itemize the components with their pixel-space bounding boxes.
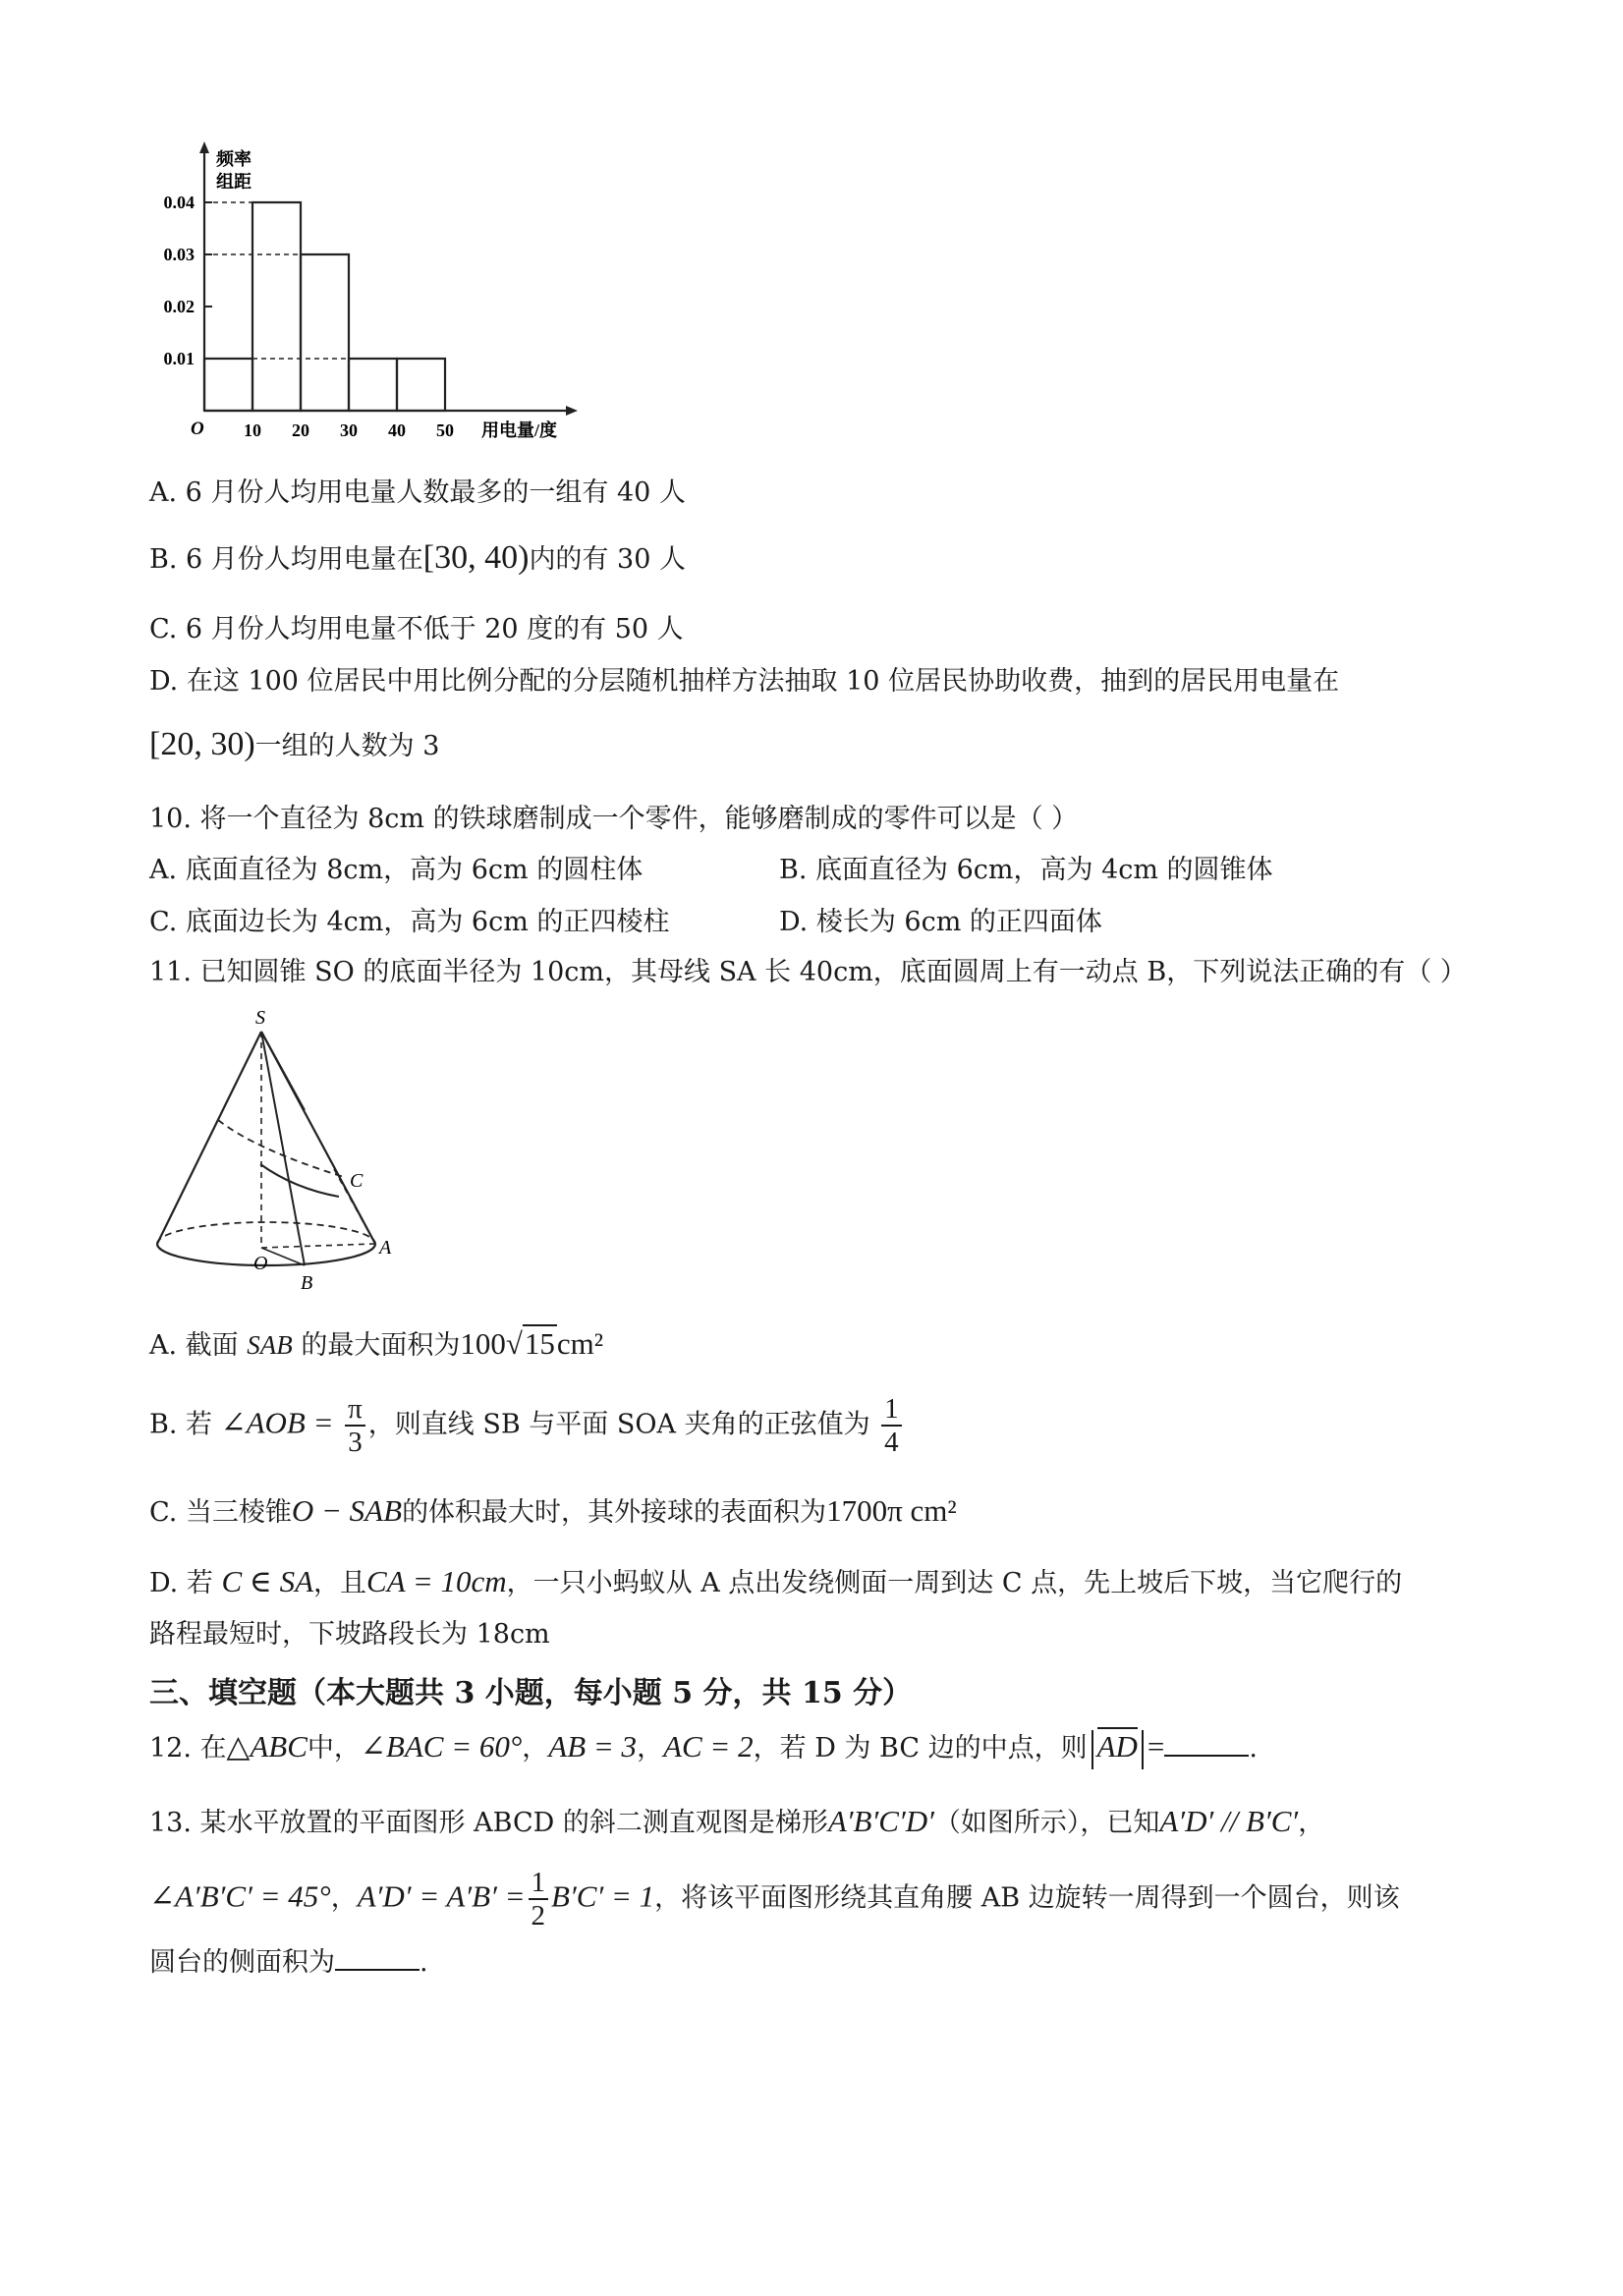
q12-condition2: AB = 3 <box>548 1729 638 1764</box>
x-tick-label: 50 <box>436 420 454 440</box>
frequency-histogram <box>147 138 589 452</box>
point-label-c: C <box>350 1170 364 1192</box>
q10-option-d: D. 棱长为 6cm 的正四面体 <box>779 907 1102 937</box>
q11-option-d-mid: ，且 <box>313 1568 367 1598</box>
y-tick-label: 0.02 <box>163 297 195 316</box>
q12-mid2: ，若 D 为 BC 边的中点，则 <box>753 1733 1088 1764</box>
origin-label: O <box>191 419 204 439</box>
q13-answer-blank[interactable] <box>335 1943 420 1971</box>
q11-option-c-prefix: C. 当三棱锥 <box>149 1497 292 1528</box>
q13-trapezoid: A′B′C′D′ <box>827 1804 934 1838</box>
q9-option-b-interval: [30, 40) <box>422 539 530 576</box>
q12-triangle: △ABC <box>226 1729 308 1764</box>
q11-option-a: A. 截面 SAB 的最大面积为100√15cm² <box>149 1326 604 1361</box>
q12-answer-blank[interactable] <box>1164 1729 1249 1757</box>
histogram-bar <box>349 359 397 411</box>
q9-option-a: A. 6 月份人均用电量人数最多的一组有 40 人 <box>149 477 686 508</box>
q11-option-b-fraction <box>345 1393 365 1458</box>
q11-option-d-condition1: C ∈ SA <box>221 1564 314 1598</box>
histogram-bar <box>252 202 301 411</box>
q11-option-c-var: O − SAB <box>291 1493 403 1528</box>
q12-condition3: AC = 2 <box>663 1729 754 1764</box>
cone-line-sb <box>261 1032 305 1265</box>
q11-option-a-mid: 的最大面积为 <box>301 1330 461 1361</box>
q11-option-b-numerator: π <box>345 1393 365 1427</box>
q9-option-d-suffix: 一组的人数为 3 <box>254 731 440 761</box>
y-tick-label: 0.03 <box>163 245 195 264</box>
cone-base-back <box>157 1222 375 1244</box>
cone-radius-ob <box>261 1248 305 1265</box>
y-axis-label-line2: 组距 <box>216 172 252 192</box>
q13-separator: ， <box>330 1882 358 1914</box>
q11-option-a-unit: cm² <box>556 1326 604 1361</box>
q13-half-denominator: 2 <box>531 1900 546 1932</box>
x-tick-label: 20 <box>292 420 309 440</box>
q12-prefix: 12. 在 <box>149 1733 227 1764</box>
ant-path-visible <box>260 1164 339 1197</box>
cone-left-generatrix <box>157 1032 261 1244</box>
q11-option-c-mid: 的体积最大时，其外接球的表面积为 <box>402 1497 827 1528</box>
q13-comma: ， <box>1298 1808 1325 1838</box>
point-label-o: O <box>253 1253 268 1274</box>
q11-option-a-value: 100 <box>460 1326 506 1361</box>
y-tick-label: 0.01 <box>163 349 195 368</box>
cone-radius-oa <box>261 1244 375 1248</box>
q11-option-b-answer-numerator: 1 <box>881 1393 902 1427</box>
q13-line1 <box>149 1804 1324 1841</box>
q11-option-b-answer-denominator: 4 <box>884 1427 899 1458</box>
x-tick-label: 10 <box>244 420 261 440</box>
q11-option-b <box>149 1393 905 1458</box>
q11-option-b-angle: ∠AOB = <box>220 1405 334 1440</box>
q11-option-c-value: 1700π cm² <box>826 1493 957 1528</box>
q11-option-d-condition2: CA = 10cm <box>366 1564 507 1598</box>
q11-option-a-var: SAB <box>247 1330 293 1360</box>
section-3-title: 三、填空题（本大题共 3 小题，每小题 5 分，共 15 分） <box>149 1676 913 1710</box>
q11-option-d-line2: 路程最短时，下坡路段长为 18cm <box>149 1619 550 1650</box>
q11-option-d-prefix: D. 若 <box>149 1568 213 1598</box>
q10-option-b: B. 底面直径为 6cm，高为 4cm 的圆锥体 <box>779 855 1273 885</box>
q13-equation2: B′C′ = 1 <box>551 1878 655 1914</box>
q12-separator2: ， <box>637 1733 664 1764</box>
q11-option-b-answer-fraction <box>881 1393 902 1458</box>
point-label-s: S <box>255 1007 265 1029</box>
q11-option-c <box>149 1493 957 1531</box>
q13-parallel: A′D′ // B′C′ <box>1159 1804 1299 1838</box>
q10-option-c: C. 底面边长为 4cm，高为 6cm 的正四棱柱 <box>149 907 670 937</box>
q9-option-d-interval: [20, 30) <box>149 726 255 762</box>
q11-option-b-prefix: B. 若 <box>149 1409 213 1440</box>
q9-option-d-line2 <box>149 727 439 764</box>
point-label-a: A <box>379 1237 392 1259</box>
x-axis-arrow <box>566 406 578 416</box>
histogram-bar <box>204 359 252 411</box>
q13-rest: ，将该平面图形绕其直角腰 AB 边旋转一周得到一个圆台，则该 <box>654 1882 1400 1914</box>
q9-option-d-line1: D. 在这 100 位居民中用比例分配的分层随机抽样方法抽取 10 位居民协助收费，抽到的居民用电量在 <box>149 666 1340 697</box>
q10-option-a: A. 底面直径为 8cm，高为 6cm 的圆柱体 <box>149 855 644 885</box>
q13-half-numerator: 1 <box>529 1867 549 1900</box>
q12-period: . <box>1249 1733 1258 1764</box>
q9-option-b <box>149 540 686 578</box>
q11-option-d-line1 <box>149 1564 1402 1601</box>
q9-option-b-prefix: B. 6 月份人均用电量在 <box>149 544 423 575</box>
q11-option-a-prefix: A. 截面 <box>149 1330 239 1361</box>
q9-option-c: C. 6 月份人均用电量不低于 20 度的有 50 人 <box>149 614 684 644</box>
y-tick-label: 0.04 <box>163 193 195 212</box>
q12-vector-ad: AD <box>1096 1729 1138 1764</box>
histogram-bar <box>397 359 445 411</box>
q13-line3 <box>149 1943 428 1981</box>
y-axis-label-line1: 频率 <box>216 149 252 169</box>
q11-stem: 11. 已知圆锥 SO 的底面半径为 10cm，其母线 SA 长 40cm，底面圆周上有一动点 B，下列说法正确的有（ ） <box>149 957 1467 987</box>
q10-stem: 10. 将一个直径为 8cm 的铁球磨制成一个零件，能够磨制成的零件可以是（ ） <box>149 804 1079 834</box>
q11-option-b-denominator: 3 <box>348 1427 363 1458</box>
q11-option-a-radicand: 15 <box>524 1326 555 1361</box>
q13-equation1: A′D′ = A′B′ = <box>357 1878 526 1914</box>
q13-angle: ∠A′B′C′ = 45° <box>149 1878 331 1914</box>
histogram-bar <box>301 254 349 411</box>
q13-half-fraction <box>529 1867 549 1932</box>
q9-option-b-suffix: 内的有 30 人 <box>529 544 686 575</box>
q12-condition1: ∠BAC = 60° <box>360 1729 523 1764</box>
chart-bars <box>204 202 445 411</box>
q12-separator1: ， <box>522 1733 549 1764</box>
q13-mid: （如图所示），已知 <box>933 1808 1160 1838</box>
q13-period: . <box>420 1947 428 1978</box>
cone-figure <box>147 1002 403 1297</box>
x-axis-label: 用电量/度 <box>481 420 558 440</box>
q11-option-d-rest: ，一只小蚂蚁从 A 点出发绕侧面一周到达 C 点，先上坡后下坡，当它爬行的 <box>506 1568 1403 1598</box>
q12 <box>149 1729 1258 1769</box>
point-label-b: B <box>301 1272 313 1294</box>
x-tick-label: 40 <box>388 420 406 440</box>
y-axis-arrow <box>199 141 209 153</box>
q12-equals: = <box>1147 1729 1165 1764</box>
x-tick-label: 30 <box>340 420 358 440</box>
q13-prefix: 13. 某水平放置的平面图形 ABCD 的斜二测直观图是梯形 <box>149 1808 828 1838</box>
q11-option-b-mid: ，则直线 SB 与平面 SOA 夹角的正弦值为 <box>367 1409 870 1440</box>
q13-line3-text: 圆台的侧面积为 <box>149 1947 335 1978</box>
q12-mid1: 中， <box>307 1733 361 1764</box>
q13-line2 <box>149 1867 1400 1932</box>
